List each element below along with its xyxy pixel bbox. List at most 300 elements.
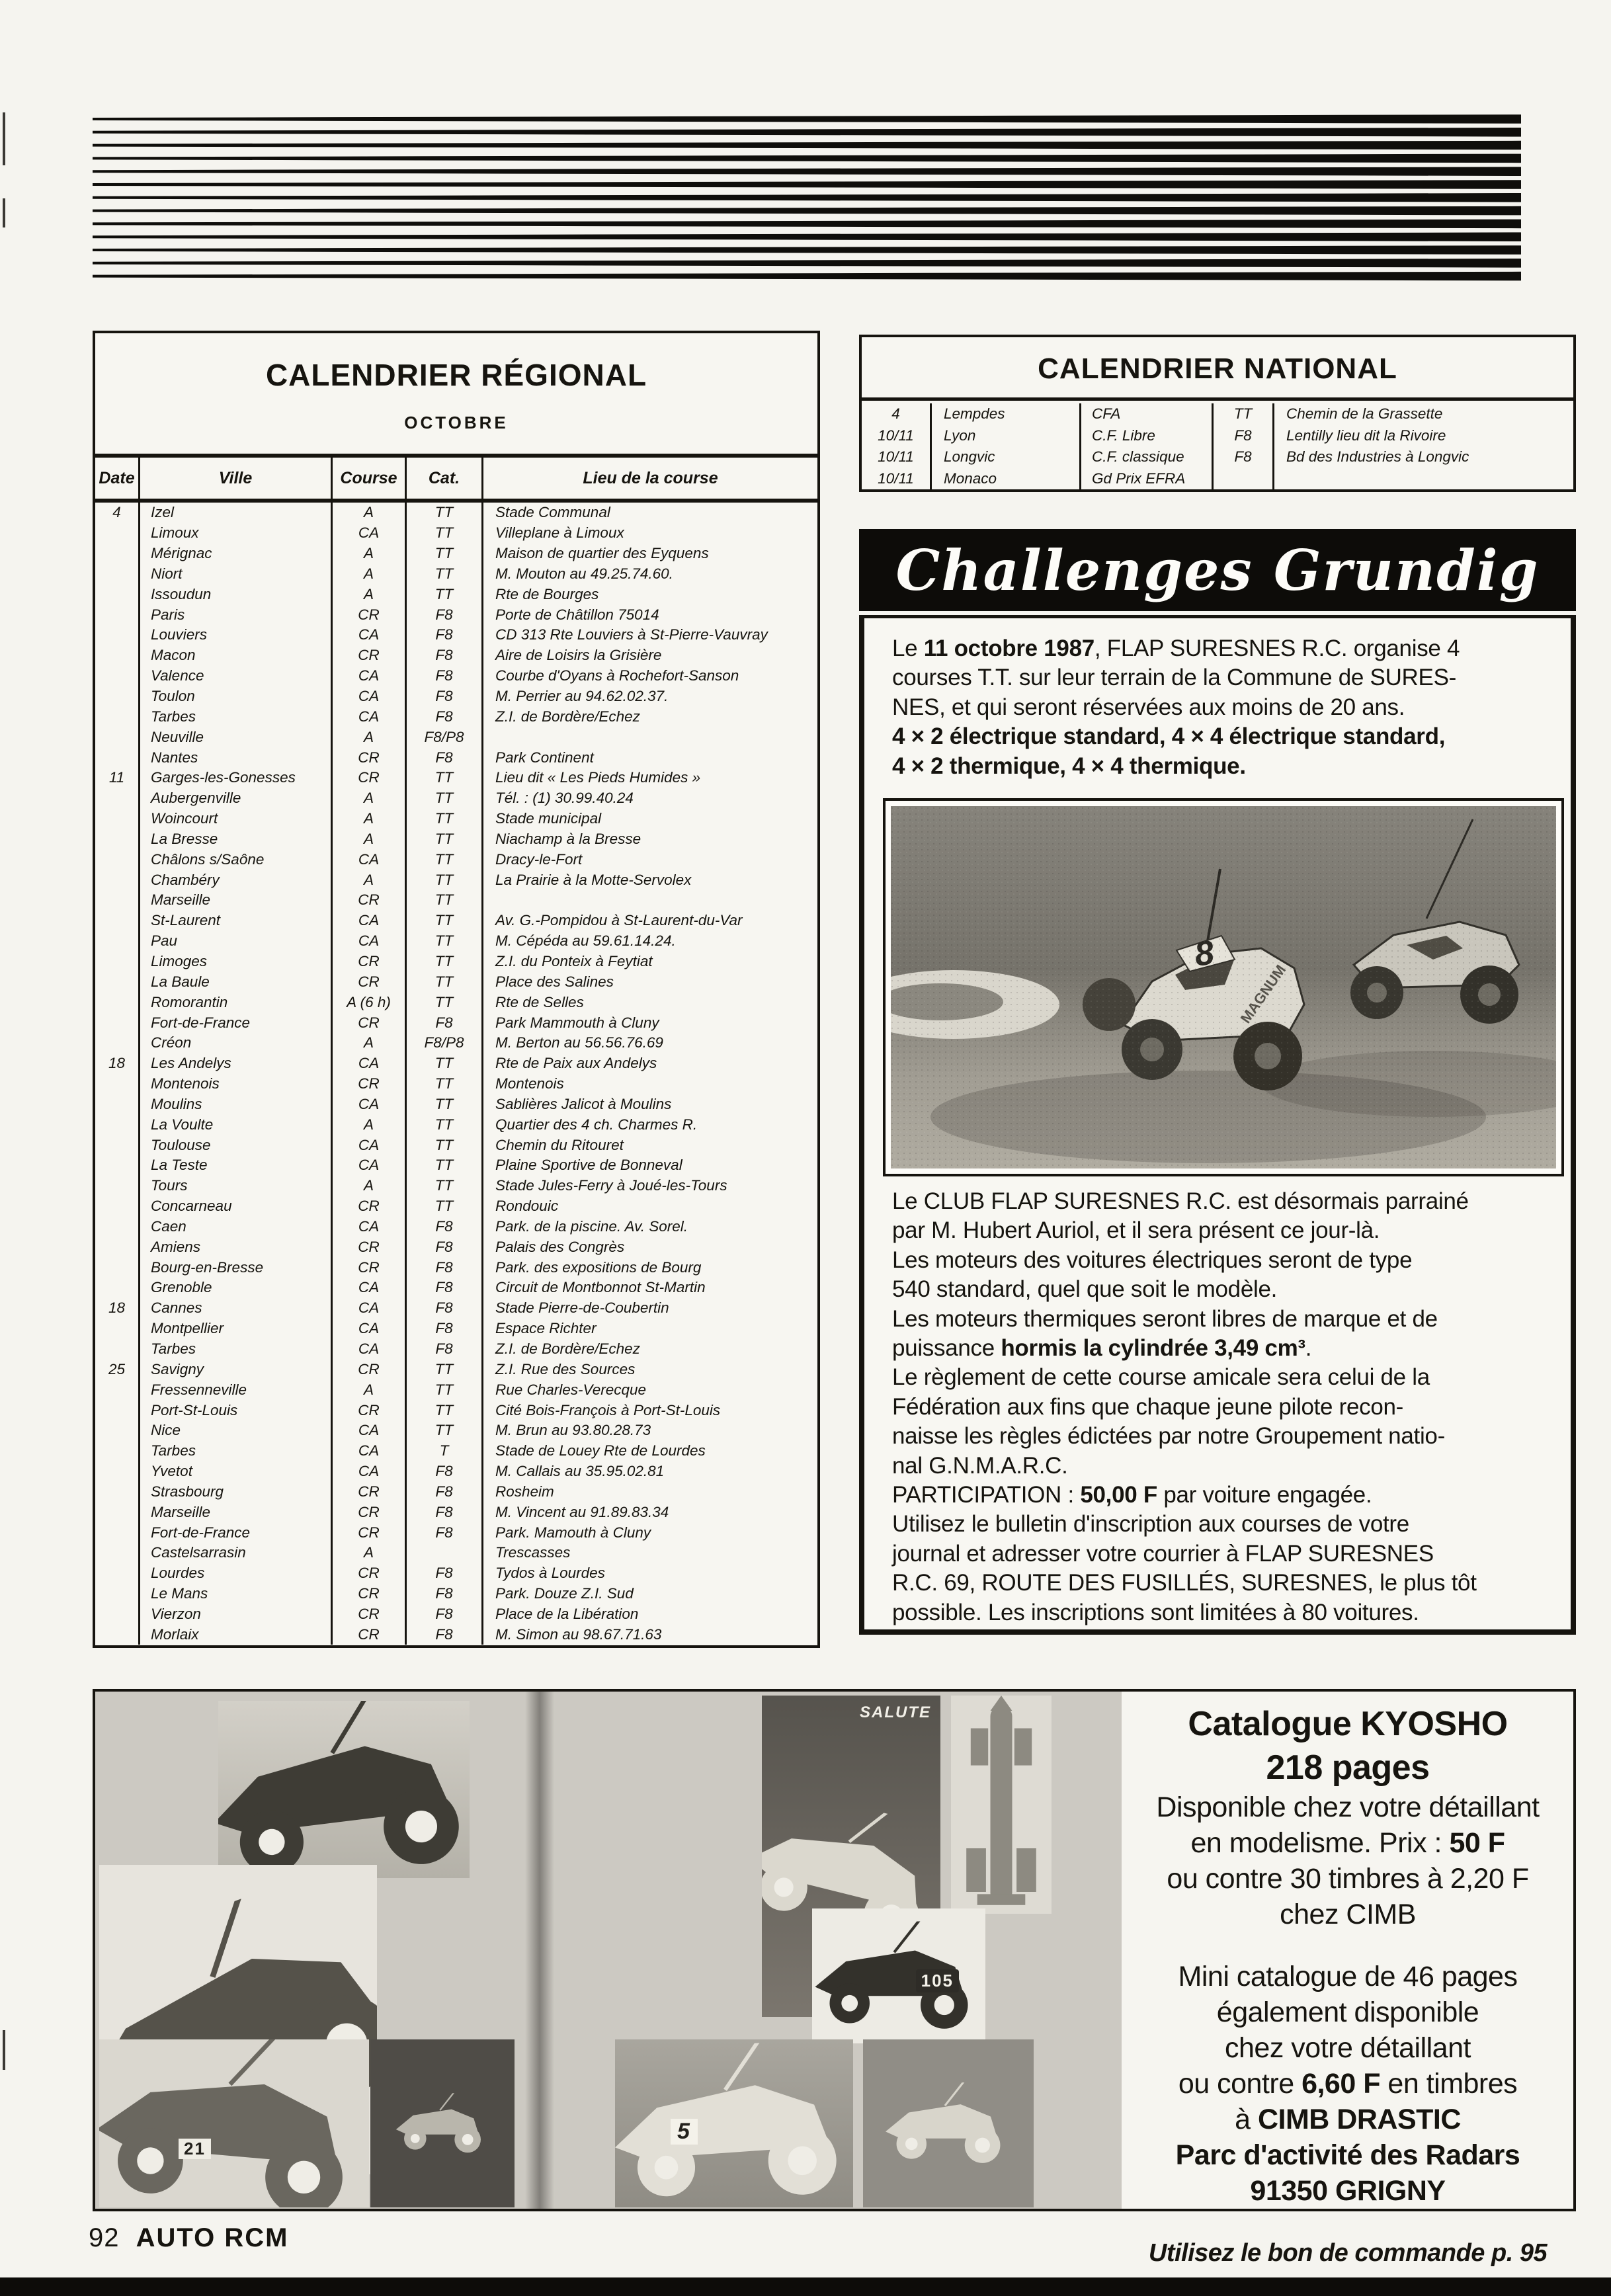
text-line: ou contre 6,60 F en timbres: [1178, 2068, 1518, 2100]
table-cell: [95, 1339, 140, 1360]
print-registration-mark: [3, 112, 5, 165]
table-cell: [95, 1012, 140, 1033]
table-cell: F8/P8: [407, 1033, 483, 1053]
table-cell: TT: [407, 911, 483, 931]
table-cell: Place de la Libération: [495, 1605, 639, 1622]
table-cell: Lyon: [932, 425, 1081, 447]
table-cell: [95, 1379, 140, 1400]
table-cell: CA: [333, 1053, 407, 1074]
table-cell: F8: [407, 1624, 483, 1645]
text-line: chez votre détaillant: [1225, 2032, 1471, 2064]
table-cell: TT: [407, 564, 483, 585]
table-cell: T: [407, 1441, 483, 1461]
table-cell: Porte de Châtillon 75014: [495, 606, 659, 623]
table-cell: Park. de la piscine. Av. Sorel.: [495, 1217, 688, 1235]
table-cell: [95, 1624, 140, 1645]
table-cell: La Prairie à la Motte-Servolex: [495, 871, 692, 888]
print-registration-mark: [3, 198, 5, 227]
table-cell: Louviers: [140, 625, 333, 645]
column-header: Ville: [140, 458, 333, 499]
text-line: R.C. 69, ROUTE DES FUSILLÉS, SURESNES, le plus tôt: [892, 1570, 1477, 1596]
table-cell: [95, 1094, 140, 1114]
table-cell: [95, 952, 140, 972]
column-header: Lieu de la course: [583, 468, 718, 487]
table-cell: CA: [333, 1339, 407, 1360]
table-cell: Chemin du Ritouret: [495, 1136, 624, 1153]
table-cell: [95, 1584, 140, 1604]
table-cell: A: [333, 1176, 407, 1196]
regional-calendar-table: [93, 331, 820, 1648]
table-cell: A: [333, 544, 407, 564]
regional-calendar-month: OCTOBRE: [404, 413, 509, 432]
table-cell: 18: [95, 1298, 140, 1319]
table-cell: F8: [407, 706, 483, 727]
table-cell: A: [333, 788, 407, 809]
table-cell: TT: [407, 971, 483, 992]
table-cell: C.F. classique: [1081, 446, 1214, 468]
table-cell: CR: [333, 1604, 407, 1625]
table-cell: Plaine Sportive de Bonneval: [495, 1157, 682, 1174]
table-cell: CA: [333, 1155, 407, 1176]
table-cell: M. Mouton au 49.25.74.60.: [495, 565, 673, 582]
table-cell: TT: [407, 1420, 483, 1441]
car-number-21: 21: [179, 2139, 211, 2159]
table-cell: La Voulte: [140, 1114, 333, 1135]
table-cell: [95, 564, 140, 585]
table-cell: [95, 1522, 140, 1543]
table-cell: Av. G.-Pompidou à St-Laurent-du-Var: [495, 912, 743, 929]
table-cell: Circuit de Montbonnot St-Martin: [495, 1279, 706, 1296]
table-cell: CA: [333, 1441, 407, 1461]
text-line: Mini catalogue de 46 pages: [1178, 1961, 1518, 1992]
table-cell: A: [333, 564, 407, 585]
table-cell: Marseille: [140, 1502, 333, 1522]
table-cell: CA: [333, 1319, 407, 1339]
table-cell: 18: [95, 1053, 140, 1074]
table-cell: F8: [407, 686, 483, 707]
rc-buggies-photo: [891, 806, 1556, 1168]
table-cell: [95, 1543, 140, 1563]
table-cell: A: [333, 1543, 407, 1563]
table-cell: CA: [333, 1135, 407, 1155]
table-cell: CA: [333, 1420, 407, 1441]
table-cell: Cannes: [140, 1298, 333, 1319]
regional-calendar-header-row: [95, 454, 817, 503]
table-cell: Lourdes: [140, 1563, 333, 1584]
table-cell: [95, 1563, 140, 1584]
text-line: Parc d'activité des Radars: [1175, 2139, 1520, 2171]
table-cell: CA: [333, 523, 407, 544]
text-line: Utilisez le bon de commande p. 95: [1148, 2239, 1548, 2267]
car-number-105: 105: [916, 1969, 959, 1992]
table-cell: Lempdes: [932, 403, 1081, 425]
table-cell: [95, 706, 140, 727]
table-cell: Toulouse: [140, 1135, 333, 1155]
table-cell: [95, 809, 140, 829]
text-line: également disponible: [1216, 1996, 1479, 2028]
text-line: courses T.T. sur leur terrain de la Commune de SURES-: [892, 665, 1456, 691]
text-line: 4 × 2 thermique, 4 × 4 thermique.: [892, 753, 1246, 779]
table-cell: A: [333, 1379, 407, 1400]
table-cell: F8: [407, 1278, 483, 1298]
table-cell: F8: [407, 1217, 483, 1237]
table-cell: A: [333, 503, 407, 523]
photo-collage: [95, 1692, 1122, 2209]
table-cell: Tarbes: [140, 706, 333, 727]
table-cell: TT: [407, 1135, 483, 1155]
table-cell: F8: [407, 747, 483, 768]
table-cell: M. Brun au 93.80.28.73: [495, 1422, 651, 1439]
table-cell: Z.I. de Bordère/Echez: [495, 1340, 640, 1358]
table-cell: [95, 1319, 140, 1339]
text-line: journal et adresser votre courrier à FLAP SURESNES: [892, 1540, 1434, 1567]
table-cell: F8: [407, 1339, 483, 1360]
table-cell: Z.I. de Bordère/Echez: [495, 708, 640, 725]
table-cell: [95, 1461, 140, 1482]
table-cell: Lieu dit « Les Pieds Humides »: [495, 769, 701, 786]
car-number-5: 5: [671, 2119, 698, 2145]
table-cell: Fort-de-France: [140, 1522, 333, 1543]
table-cell: TT: [407, 1359, 483, 1379]
table-cell: Amiens: [140, 1237, 333, 1257]
table-cell: Aubergenville: [140, 788, 333, 809]
table-cell: CA: [333, 686, 407, 707]
text-line: 540 standard, quel que soit le modèle.: [892, 1276, 1278, 1303]
table-cell: TT: [407, 1400, 483, 1420]
table-cell: TT: [407, 870, 483, 890]
table-cell: [95, 1420, 140, 1441]
table-cell: M. Berton au 56.56.76.69: [495, 1034, 663, 1051]
table-cell: CA: [333, 1217, 407, 1237]
table-cell: [95, 829, 140, 850]
table-cell: [95, 788, 140, 809]
text-line: à CIMB DRASTIC: [1235, 2104, 1461, 2135]
table-cell: La Teste: [140, 1155, 333, 1176]
regional-calendar-body: [95, 503, 817, 1645]
decorative-stripes: [93, 111, 1521, 287]
text-line: Le 11 octobre 1987, FLAP SURESNES R.C. organise 4: [892, 636, 1460, 661]
table-cell: Rue Charles-Verecque: [495, 1381, 647, 1398]
table-cell: Quartier des 4 ch. Charmes R.: [495, 1116, 698, 1133]
table-cell: Palais des Congrès: [495, 1238, 625, 1255]
table-cell: Chemin de la Grassette: [1286, 405, 1443, 423]
table-cell: Yvetot: [140, 1461, 333, 1482]
table-cell: C.F. Libre: [1081, 425, 1214, 447]
table-cell: Marseille: [140, 890, 333, 911]
table-cell: CA: [333, 1298, 407, 1319]
table-cell: A: [333, 870, 407, 890]
table-cell: Castelsarrasin: [140, 1543, 333, 1563]
table-cell: TT: [407, 1155, 483, 1176]
table-cell: A (6 h): [333, 992, 407, 1012]
table-cell: Concarneau: [140, 1196, 333, 1217]
table-cell: [95, 1074, 140, 1094]
table-cell: Valence: [140, 666, 333, 686]
table-cell: Stade municipal: [495, 810, 602, 827]
table-cell: Morlaix: [140, 1624, 333, 1645]
table-cell: [95, 1400, 140, 1420]
table-cell: Rte de Paix aux Andelys: [495, 1055, 657, 1072]
column-header: Cat.: [407, 458, 483, 499]
table-cell: CR: [333, 1584, 407, 1604]
table-cell: Park Continent: [495, 749, 594, 766]
table-cell: CR: [333, 1563, 407, 1584]
table-cell: Rondouic: [495, 1198, 559, 1215]
table-cell: Savigny: [140, 1359, 333, 1379]
table-cell: F8: [407, 1298, 483, 1319]
table-cell: 10/11: [862, 446, 932, 468]
table-cell: Park Mammouth à Cluny: [495, 1014, 659, 1031]
table-cell: Park. Douze Z.I. Sud: [495, 1585, 634, 1602]
table-cell: [95, 686, 140, 707]
table-cell: CR: [333, 971, 407, 992]
text-line: NES, et qui seront réservées aux moins de 20 ans.: [892, 694, 1405, 720]
table-cell: [95, 971, 140, 992]
table-cell: TT: [407, 890, 483, 911]
table-cell: F8: [407, 1319, 483, 1339]
table-cell: M. Simon au 98.67.71.63: [495, 1625, 662, 1643]
page-number: 92: [89, 2223, 120, 2252]
table-cell: Les Andelys: [140, 1053, 333, 1074]
table-cell: Monaco: [932, 468, 1081, 490]
table-cell: [95, 645, 140, 666]
table-cell: Woincourt: [140, 809, 333, 829]
table-cell: Stade Pierre-de-Coubertin: [495, 1299, 669, 1317]
text-line: en modelisme. Prix : 50 F: [1190, 1827, 1505, 1859]
table-cell: F8: [1214, 425, 1274, 447]
table-cell: [95, 890, 140, 911]
table-cell: CA: [333, 625, 407, 645]
table-cell: CA: [333, 666, 407, 686]
text-line: Disponible chez votre détaillant: [1156, 1791, 1540, 1823]
table-cell: Mérignac: [140, 544, 333, 564]
kyosho-ad-text: [1124, 1692, 1571, 2267]
table-cell: F8: [407, 1237, 483, 1257]
table-cell: TT: [407, 952, 483, 972]
national-calendar-title: CALENDRIER NATIONAL: [862, 337, 1573, 401]
collage-photo-top-buggy: [218, 1701, 470, 1878]
table-cell: M. Cépéda au 59.61.14.24.: [495, 932, 676, 950]
table-cell: Nice: [140, 1420, 333, 1441]
table-cell: CA: [333, 911, 407, 931]
table-cell: [95, 1155, 140, 1176]
table-cell: Trescasses: [495, 1544, 571, 1561]
table-cell: Villeplane à Limoux: [495, 524, 624, 542]
print-registration-mark: [3, 2030, 5, 2070]
table-cell: CR: [333, 747, 407, 768]
text-line: 91350 GRIGNY: [1250, 2175, 1446, 2207]
table-cell: [483, 890, 817, 911]
table-cell: CR: [333, 645, 407, 666]
table-cell: Niachamp à la Bresse: [495, 830, 641, 847]
table-cell: TT: [407, 809, 483, 829]
table-cell: CA: [333, 1094, 407, 1114]
table-cell: CR: [333, 1012, 407, 1033]
table-cell: Tarbes: [140, 1339, 333, 1360]
table-cell: TT: [407, 1094, 483, 1114]
national-calendar-body: [862, 401, 1573, 489]
table-cell: Tarbes: [140, 1441, 333, 1461]
table-cell: [95, 604, 140, 625]
text-line: Fédération aux fins que chaque jeune pilote recon-: [892, 1393, 1404, 1420]
text-line: puissance hormis la cylindrée 3,49 cm³.: [892, 1335, 1312, 1362]
table-cell: [95, 747, 140, 768]
table-cell: [483, 727, 817, 747]
table-cell: TT: [407, 768, 483, 788]
table-cell: F8: [407, 604, 483, 625]
table-cell: M. Vincent au 91.89.83.34: [495, 1503, 669, 1520]
collage-photo-small-right: [863, 2039, 1034, 2207]
text-line: ou contre 30 timbres à 2,20 F: [1167, 1863, 1529, 1895]
table-cell: Châlons s/Saône: [140, 849, 333, 870]
table-cell: 11: [95, 768, 140, 788]
table-cell: F8: [407, 1584, 483, 1604]
collage-photo-f1-topview: [951, 1696, 1052, 1914]
table-cell: [95, 584, 140, 604]
text-line: Catalogue KYOSHO: [1188, 1705, 1508, 1743]
table-cell: F8: [407, 1482, 483, 1502]
table-cell: Stade Communal: [495, 504, 610, 521]
table-cell: Fressenneville: [140, 1379, 333, 1400]
table-cell: Vierzon: [140, 1604, 333, 1625]
table-cell: CR: [333, 1237, 407, 1257]
national-calendar-table: [859, 335, 1576, 492]
table-cell: TT: [407, 1196, 483, 1217]
table-cell: Lentilly lieu dit la Rivoire: [1286, 427, 1446, 444]
table-cell: 4: [95, 503, 140, 523]
table-cell: Nantes: [140, 747, 333, 768]
table-cell: CA: [333, 706, 407, 727]
table-cell: Gd Prix EFRA: [1081, 468, 1214, 490]
table-cell: [95, 849, 140, 870]
table-cell: CFA: [1081, 403, 1214, 425]
table-cell: CA: [333, 849, 407, 870]
table-cell: Port-St-Louis: [140, 1400, 333, 1420]
text-line: 4 × 2 électrique standard, 4 × 4 électrique standard,: [892, 723, 1446, 750]
table-cell: [95, 1033, 140, 1053]
article-banner: Challenges Grundig: [859, 529, 1576, 611]
table-cell: CR: [333, 1359, 407, 1379]
table-cell: CR: [333, 1074, 407, 1094]
table-cell: Rte de Bourges: [495, 585, 599, 602]
table-cell: Fort-de-France: [140, 1012, 333, 1033]
table-cell: [95, 1135, 140, 1155]
text-line: possible. Les inscriptions sont limitées à 80 voitures.: [892, 1599, 1419, 1625]
table-cell: CR: [333, 1257, 407, 1278]
table-cell: A: [333, 584, 407, 604]
table-cell: [95, 870, 140, 890]
table-cell: CR: [333, 1400, 407, 1420]
table-cell: CR: [333, 1502, 407, 1522]
table-cell: Tours: [140, 1176, 333, 1196]
salute-label: SALUTE: [860, 1703, 931, 1721]
table-cell: [95, 992, 140, 1012]
table-cell: Neuville: [140, 727, 333, 747]
text-line: chez CIMB: [1280, 1899, 1416, 1930]
table-cell: [95, 1502, 140, 1522]
table-cell: [95, 727, 140, 747]
table-cell: TT: [407, 829, 483, 850]
table-cell: 25: [95, 1359, 140, 1379]
text-line: nal G.N.M.A.R.C.: [892, 1452, 1068, 1479]
table-cell: TT: [407, 1053, 483, 1074]
table-cell: CA: [333, 1278, 407, 1298]
table-cell: TT: [407, 1379, 483, 1400]
table-cell: F8/P8: [407, 727, 483, 747]
table-cell: [95, 1441, 140, 1461]
table-cell: Macon: [140, 645, 333, 666]
table-cell: TT: [407, 992, 483, 1012]
table-cell: A: [333, 1033, 407, 1053]
table-cell: A: [333, 727, 407, 747]
table-cell: [95, 666, 140, 686]
table-cell: F8: [407, 1604, 483, 1625]
table-cell: CR: [333, 952, 407, 972]
table-cell: TT: [407, 523, 483, 544]
table-cell: Bourg-en-Bresse: [140, 1257, 333, 1278]
table-cell: A: [333, 1114, 407, 1135]
table-cell: Montenois: [140, 1074, 333, 1094]
table-cell: Place des Salines: [495, 973, 614, 990]
table-cell: [95, 1237, 140, 1257]
table-cell: TT: [407, 1176, 483, 1196]
table-cell: 10/11: [862, 425, 932, 447]
table-cell: Garges-les-Gonesses: [140, 768, 333, 788]
table-cell: [95, 625, 140, 645]
table-cell: CR: [333, 604, 407, 625]
table-cell: CR: [333, 1522, 407, 1543]
table-cell: F8: [407, 1563, 483, 1584]
table-cell: TT: [407, 503, 483, 523]
table-cell: Tél. : (1) 30.99.40.24: [495, 790, 634, 807]
table-cell: Créon: [140, 1033, 333, 1053]
table-cell: TT: [407, 788, 483, 809]
table-cell: [407, 1543, 483, 1563]
text-line: Le règlement de cette course amicale sera celui de la: [892, 1364, 1430, 1391]
table-cell: A: [333, 809, 407, 829]
table-cell: F8: [407, 1257, 483, 1278]
catalog-spine-shadow: [525, 1692, 554, 2209]
text-line: Les moteurs des voitures électriques seront de type: [892, 1247, 1413, 1273]
table-cell: [95, 1196, 140, 1217]
table-cell: CR: [333, 1196, 407, 1217]
collage-photo-dark-middle: [370, 2039, 515, 2207]
table-cell: M. Perrier au 94.62.02.37.: [495, 688, 669, 705]
footer-rule-bar: [0, 2277, 1611, 2296]
table-cell: [95, 911, 140, 931]
table-cell: Montpellier: [140, 1319, 333, 1339]
table-cell: Stade de Louey Rte de Lourdes: [495, 1442, 706, 1459]
text-line: 218 pages: [1266, 1748, 1430, 1787]
table-cell: CR: [333, 768, 407, 788]
table-cell: [95, 1176, 140, 1196]
table-cell: Limoges: [140, 952, 333, 972]
table-cell: Stade Jules-Ferry à Joué-les-Tours: [495, 1177, 727, 1194]
table-cell: [1274, 468, 1573, 490]
text-line: Le CLUB FLAP SURESNES R.C. est désormais parrainé: [892, 1188, 1469, 1214]
table-cell: Longvic: [932, 446, 1081, 468]
table-cell: CR: [333, 1624, 407, 1645]
table-cell: TT: [407, 931, 483, 952]
table-cell: [95, 931, 140, 952]
collage-photo-buggy-105: [812, 1908, 985, 2043]
table-cell: F8: [407, 1012, 483, 1033]
table-cell: Niort: [140, 564, 333, 585]
table-cell: 10/11: [862, 468, 932, 490]
table-cell: M. Callais au 35.95.02.81: [495, 1463, 665, 1480]
regional-calendar-title: CALENDRIER RÉGIONAL: [265, 358, 647, 392]
table-cell: [95, 1114, 140, 1135]
